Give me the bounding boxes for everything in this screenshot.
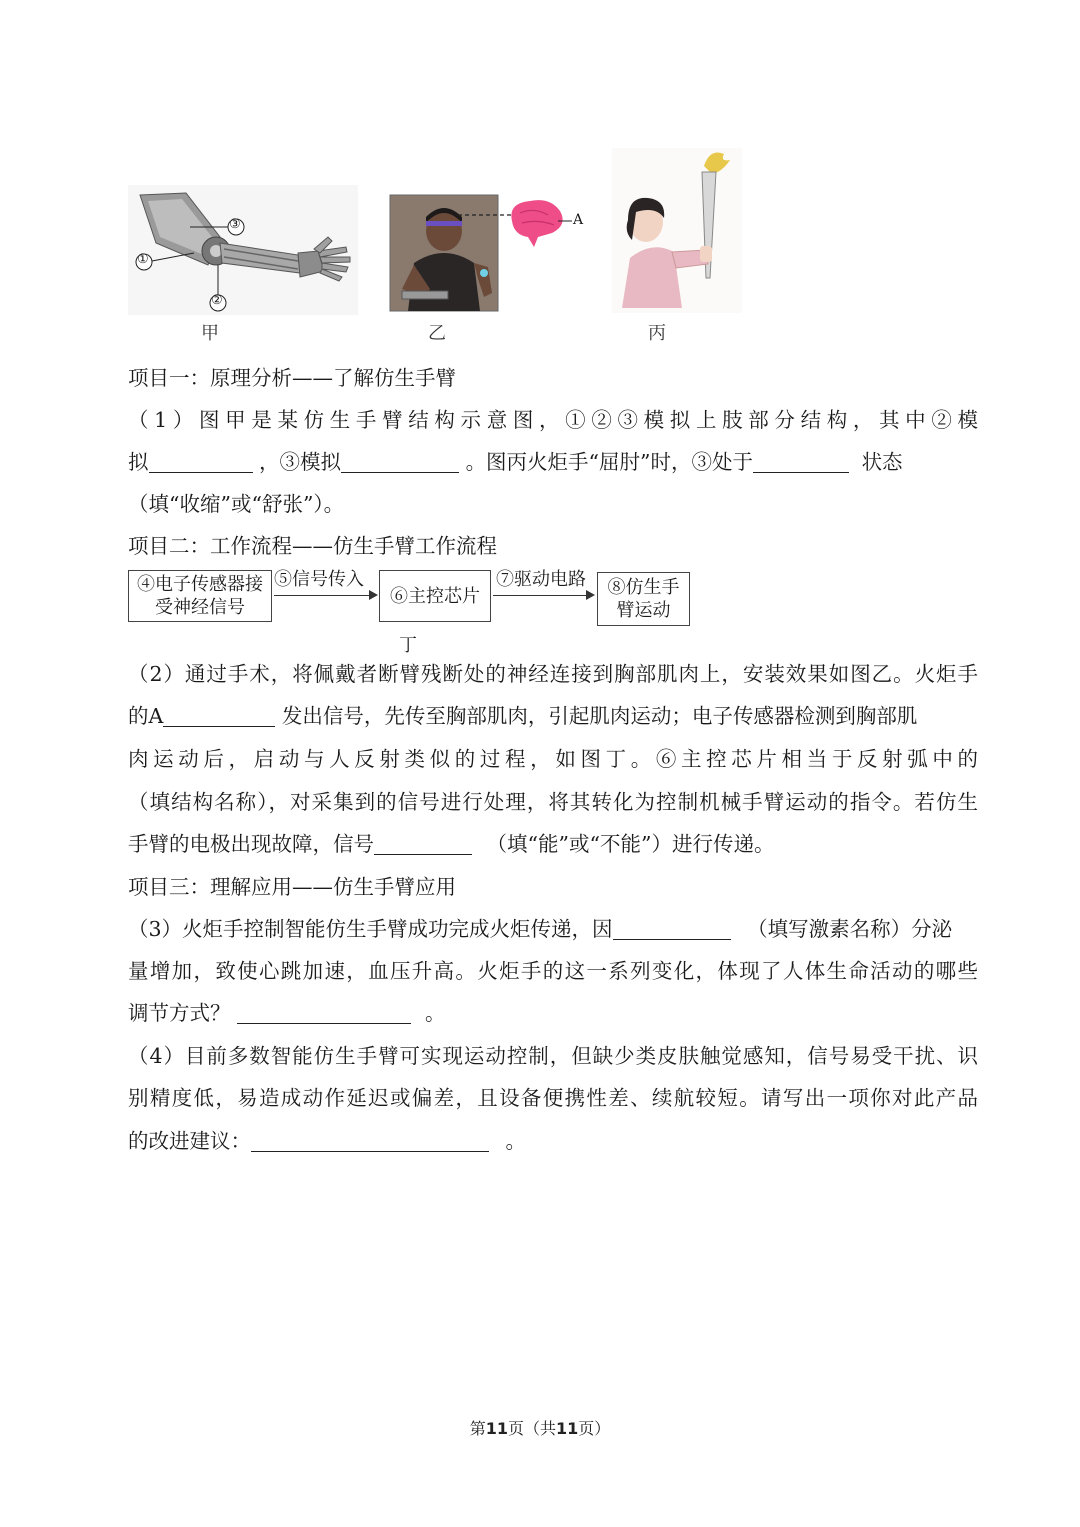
q4-line3: 的改进建议： 。: [128, 1129, 527, 1153]
project1-heading: 项目一：原理分析——了解仿生手臂: [128, 366, 456, 390]
figure-jia-caption: 甲: [201, 323, 219, 344]
label-2: ②: [211, 293, 223, 308]
figure-bing-torch-bearer: [612, 148, 742, 313]
q1-blank-2[interactable]: [341, 450, 459, 473]
q2-line5: 手臂的电极出现故障，信号 （填“能”或“不能”）进行传递。: [128, 832, 775, 856]
q1-line2: 拟 ，③模拟 。图丙火炬手“屈肘”时，③处于 状态: [128, 450, 903, 474]
page-total: 11: [556, 1419, 579, 1438]
label-a: A: [573, 212, 584, 228]
flow-box-sensor: ④电子传感器接受神经信号: [128, 570, 272, 622]
q2-line1: （2）通过手术，将佩戴者断臂残断处的神经连接到胸部肌肉上，安装效果如图乙。火炬手: [128, 662, 978, 686]
q2-line3: 肉运动后，启动与人反射类似的过程，如图丁。⑥主控芯片相当于反射弧中的: [128, 747, 978, 771]
q1-blank-3[interactable]: [753, 450, 849, 473]
q2-blank-2[interactable]: [374, 832, 472, 855]
flow-label-drive-circuit: ⑦驱动电路: [496, 569, 586, 590]
q3-line2: 量增加，致使心跳加速，血压升高。火炬手的这一系列变化，体现了人体生命活动的哪些: [128, 959, 978, 983]
flow-box-arm: ⑧仿生手臂运动: [597, 572, 690, 626]
project3-heading: 项目三：理解应用——仿生手臂应用: [128, 875, 456, 899]
flow-arrow-5: [274, 595, 376, 596]
q1-line3: （填“收缩”或“舒张”）。: [128, 492, 345, 516]
page-number: 11: [485, 1419, 508, 1438]
label-1: ①: [137, 252, 149, 267]
q3-line3: 调节方式？ 。: [128, 1001, 446, 1025]
q2-line4: （填结构名称），对采集到的信号进行处理，将其转化为控制机械手臂运动的指令。若仿生: [128, 790, 978, 814]
q1-line1: （1）图甲是某仿生手臂结构示意图，①②③模拟上肢部分结构，其中②模: [128, 408, 978, 432]
figure-yi-person-brain: [388, 193, 598, 313]
q3-blank-2[interactable]: [237, 1001, 411, 1024]
page-footer: 第11页（共11页）: [469, 1419, 611, 1438]
q2-blank-1[interactable]: [163, 704, 275, 727]
label-3: ③: [229, 217, 241, 232]
q3-blank-1[interactable]: [613, 917, 731, 940]
flow-caption: 丁: [399, 635, 417, 656]
q2-line2: 的A 发出信号，先传至胸部肌肉，引起肌肉运动；电子传感器检测到胸部肌: [128, 704, 918, 728]
q4-blank-1[interactable]: [251, 1129, 489, 1152]
figure-bing-caption: 丙: [648, 323, 666, 344]
q3-line1: （3）火炬手控制智能仿生手臂成功完成火炬传递，因 （填写激素名称）分泌: [128, 917, 953, 941]
q4-line2: 别精度低，易造成动作延迟或偏差，且设备便携性差、续航较短。请写出一项你对此产品: [128, 1086, 978, 1110]
flow-arrow-7: [493, 595, 593, 596]
figure-jia-bionic-arm: [128, 185, 358, 315]
flow-label-signal-in: ⑤信号传入: [274, 569, 364, 590]
q1-blank-1[interactable]: [149, 450, 253, 473]
figure-yi-caption: 乙: [428, 323, 446, 344]
project2-heading: 项目二：工作流程——仿生手臂工作流程: [128, 534, 497, 558]
q4-line1: （4）目前多数智能仿生手臂可实现运动控制，但缺少类皮肤触觉感知，信号易受干扰、识: [128, 1044, 978, 1068]
flow-box-chip: ⑥主控芯片: [379, 570, 491, 622]
